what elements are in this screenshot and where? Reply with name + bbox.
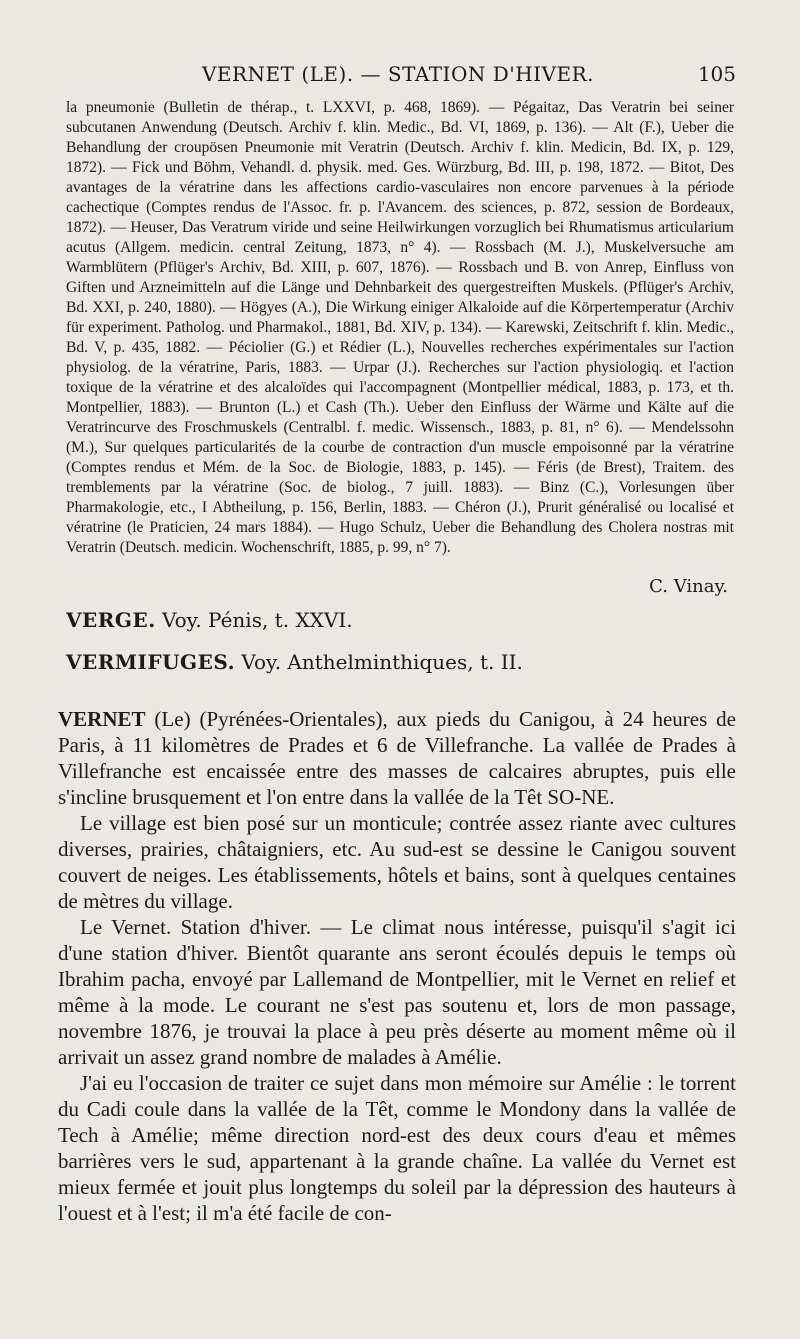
entry-reference: Voy. Anthelminthiques, t. II.: [235, 650, 523, 674]
article-term: VERNET: [58, 707, 146, 731]
article-paragraph: Le Vernet. Station d'hiver. — Le climat nous intéresse, puisqu'il s'agit ici d'une station d'hiver. Bientôt quarante ans seront écoulés depuis le temps où Ibrahim pacha, envoyé par Lallemand de Montpellier, mit le Vernet en relief et même à la mode. Le courant ne s'est pas soutenu et, lors de mon passage, novembre 1876, je trouvai la place à peu près déserte au moment même où il arrivait un assez grand nombre de malades à Amélie.: [58, 915, 736, 1069]
article-paragraph: [58, 706, 736, 810]
main-article: [58, 706, 736, 1226]
dictionary-entry-verge: [66, 607, 736, 633]
author-signature: C. Vinay.: [649, 576, 728, 597]
bibliography-block: [66, 98, 734, 558]
bibliography-paragraph: la pneumonie (Bulletin de thérap., t. LXXVI, p. 468, 1869). — Pégaitaz, Das Veratrin bei seiner subcutanen Anwendung (Deutsch. Archiv f. klin. Medic., Bd. VI, 1869, p. 136). — Alt (F.), Ueber die Behandlung der croupösen Pneumonie mit Veratrin (Deutsch. Archiv f. klin. Medicin, Bd. IX, p. 129, 1872). — Fick und Böhm, Vehandl. d. physik. med. Ges. Würzburg, Bd. III, p. 198, 1872. — Bitot, Des avantages de la vératrine dans les affections cardio-vasculaires non encore parvenues à la période cachectique (Comptes rendus de l'Assoc. fr. p. l'Avancem. des sciences, p. 872, session de Bordeaux, 1872). — Heuser, Das Veratrum viride und seine Heilwirkungen vorzuglich bei Rhumatismus articularium acutus (Allgem. medicin. central Zeitung, 1873, n° 4). — Rossbach (M. J.), Muskelversuche am Warmblütern (Pflüger's Archiv, Bd. XIII, p. 607, 1876). — Rossbach und B. von Anrep, Einfluss von Giften und Arzneimitteln auf die Länge und Dehnbarkeit des quergestreiften Muskels. (Pflüger's Archiv, Bd. XXI, p. 240, 1880). — Högyes (A.), Die Wirkung einiger Alkaloide auf die Körpertemperatur (Archiv für experiment. Patholog. und Pharmakol., 1881, Bd. XIV, p. 134). — Karewski, Zeitschrift f. klin. Medic., Bd. V, p. 435, 1882. — Péciolier (G.) et Rédier (L.), Nouvelles recherches expérimentales sur l'action physiolog. de la vératrine, Paris, 1883. — Urpar (J.). Recherches sur l'action physiologiq. et l'action toxique de la vératrine et des alcaloïdes qui l'accompagnent (Montpellier médical, 1883, p. 173, et th. Montpellier, 1883). — Brunton (L.) et Cash (Th.). Ueber den Einfluss der Wärme und Kälte auf die Veratrincurve des Froschmuskels (Centralbl. f. medic. Wissensch., 1883, p. 81, n° 6). — Mendelssohn (M.), Sur quelques particularités de la courbe de contraction d'un muscle empoisonné par la vératrine (Comptes rendus et Mém. de la Soc. de Biologie, 1883, p. 145). — Féris (de Brest), Traitem. des tremblements par la vératrine (Soc. de biolog., 7 juill. 1883). — Binz (C.), Vorlesungen über Pharmakologie, etc., I Abtheilung, p. 156, Berlin, 1883. — Chéron (J.), Prurit généralisé ou localisé et vératrine (le Praticien, 24 mars 1884). — Hugo Schulz, Ueber die Behandlung des Cholera nostras mit Veratrin (Deutsch. medicin. Wochenschrift, 1885, p. 99, n° 7).: [66, 99, 734, 556]
page-number: 105: [697, 62, 736, 86]
page-header: [60, 62, 736, 90]
entry-term: VERMIFUGES.: [66, 650, 236, 674]
entry-term: VERGE.: [66, 608, 156, 632]
article-paragraph: J'ai eu l'occasion de traiter ce sujet dans mon mémoire sur Amélie : le torrent du Cadi coule dans la vallée de la Têt, comme le Mondony dans la vallée de Tech à Amélie; même direction nord-est des deux cours d'eau et mêmes barrières vers le sud, appartenant à la grande chaîne. La vallée du Vernet est mieux fermée et jouit plus longtemps du soleil par la dépression des hauteurs à l'ouest et à l'est; il m'a été facile de con-: [58, 1071, 736, 1225]
dictionary-entry-vermifuges: [66, 649, 736, 675]
article-paragraph: Le village est bien posé sur un monticule; contrée assez riante avec cultures diverses, prairies, châtaigniers, etc. Au sud-est se dessine le Canigou souvent couvert de neiges. Les établissements, hôtels et bains, sont à quelques centaines de mètres du village.: [58, 811, 736, 913]
article-paragraph-text: (Le) (Pyrénées-Orientales), aux pieds du Canigou, à 24 heures de Paris, à 11 kilomètres de Prades et 6 de Villefranche. La vallée de Prades à Villefranche est encaissée entre des masses de calcaires abruptes, puis elle s'incline brusquement et l'on entre dans la vallée de la Têt SO-NE.: [58, 707, 736, 809]
running-head: VERNET (LE). — STATION D'HIVER.: [201, 62, 595, 86]
entry-reference: Voy. Pénis, t. XXVI.: [155, 608, 353, 632]
